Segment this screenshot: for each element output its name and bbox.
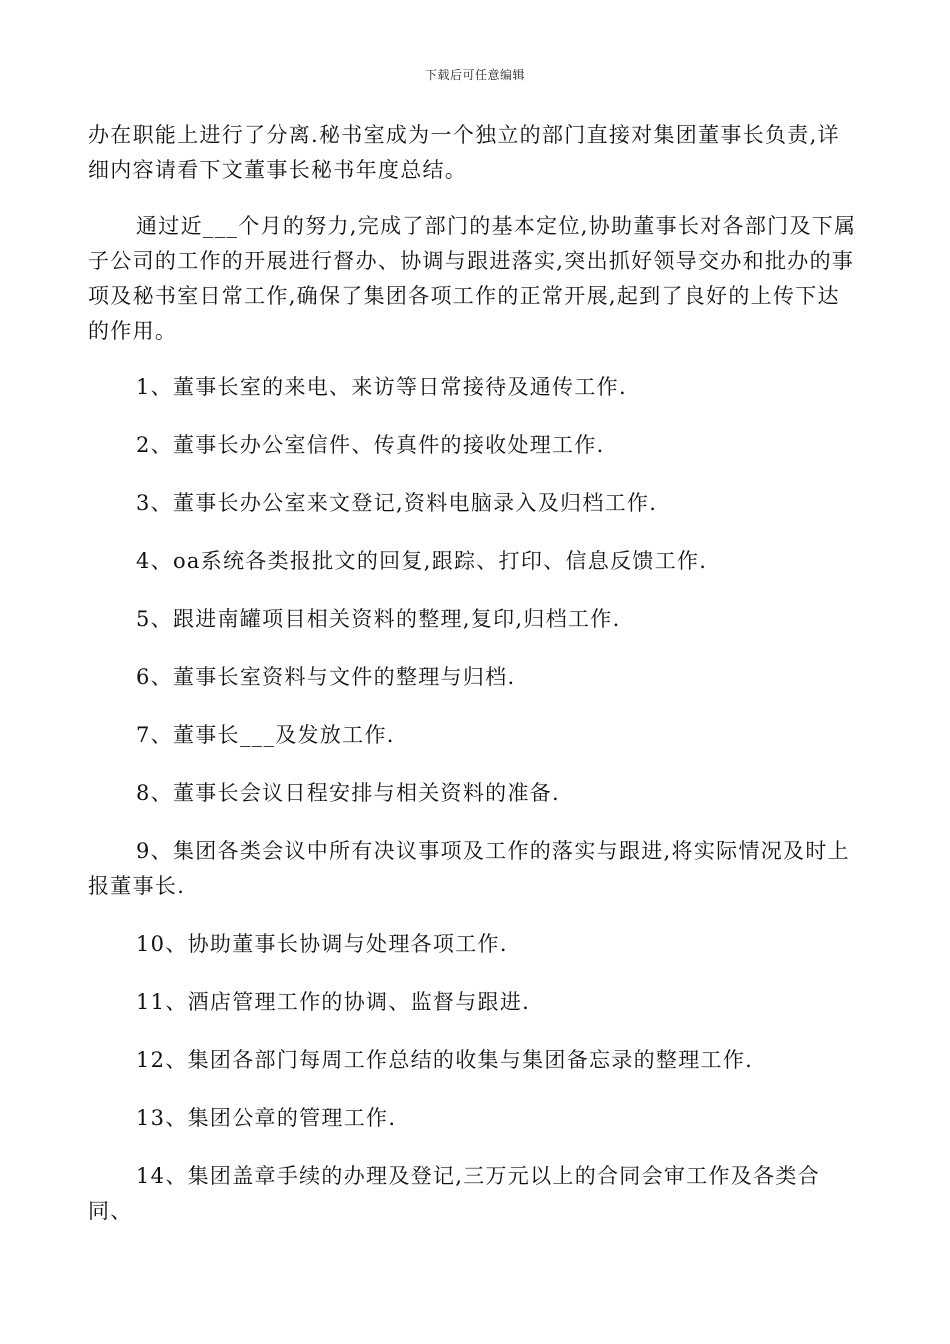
list-item: 12、集团各部门每周工作总结的收集与集团备忘录的整理工作.: [136, 1048, 754, 1072]
paragraph-summary: 通过近___个月的努力,完成了部门的基本定位,协助董事长对各部门及下属子公司的工作的开展进行督办、协调与跟进落实,突出抓好领导交办和批办的事项及秘书室日常工作,确保了集团各项工作的正常开展,起到了良好的上传下达的作用。: [88, 214, 857, 343]
list-item: 1、董事长室的来电、来访等日常接待及通传工作.: [136, 375, 627, 399]
list-item: 7、董事长___及发放工作.: [136, 723, 395, 747]
list-item: 8、董事长会议日程安排与相关资料的准备.: [136, 781, 561, 805]
document-body: [88, 118, 858, 1252]
list-item: 14、集团盖章手续的办理及登记,三万元以上的合同会审工作及各类合同、: [88, 1164, 820, 1223]
paragraph-intro: 办在职能上进行了分离.秘书室成为一个独立的部门直接对集团董事长负责,详细内容请看下文董事长秘书年度总结。: [88, 123, 840, 182]
list-item: 13、集团公章的管理工作.: [136, 1106, 397, 1130]
list-item: 2、董事长办公室信件、传真件的接收处理工作.: [136, 433, 605, 457]
list-item: 10、协助董事长协调与处理各项工作.: [136, 932, 508, 956]
list-item: 3、董事长办公室来文登记,资料电脑录入及归档工作.: [136, 491, 658, 515]
page-header: 下载后可任意编辑: [424, 68, 525, 82]
list-item: 4、oa系统各类报批文的回复,跟踪、打印、信息反馈工作.: [136, 549, 708, 573]
list-item: 6、董事长室资料与文件的整理与归档.: [136, 665, 516, 689]
list-item: 11、酒店管理工作的协调、监督与跟进.: [136, 990, 531, 1014]
list-item: 9、集团各类会议中所有决议事项及工作的落实与跟进,将实际情况及时上报董事长.: [88, 839, 850, 898]
list-item: 5、跟进南罐项目相关资料的整理,复印,归档工作.: [136, 607, 621, 631]
